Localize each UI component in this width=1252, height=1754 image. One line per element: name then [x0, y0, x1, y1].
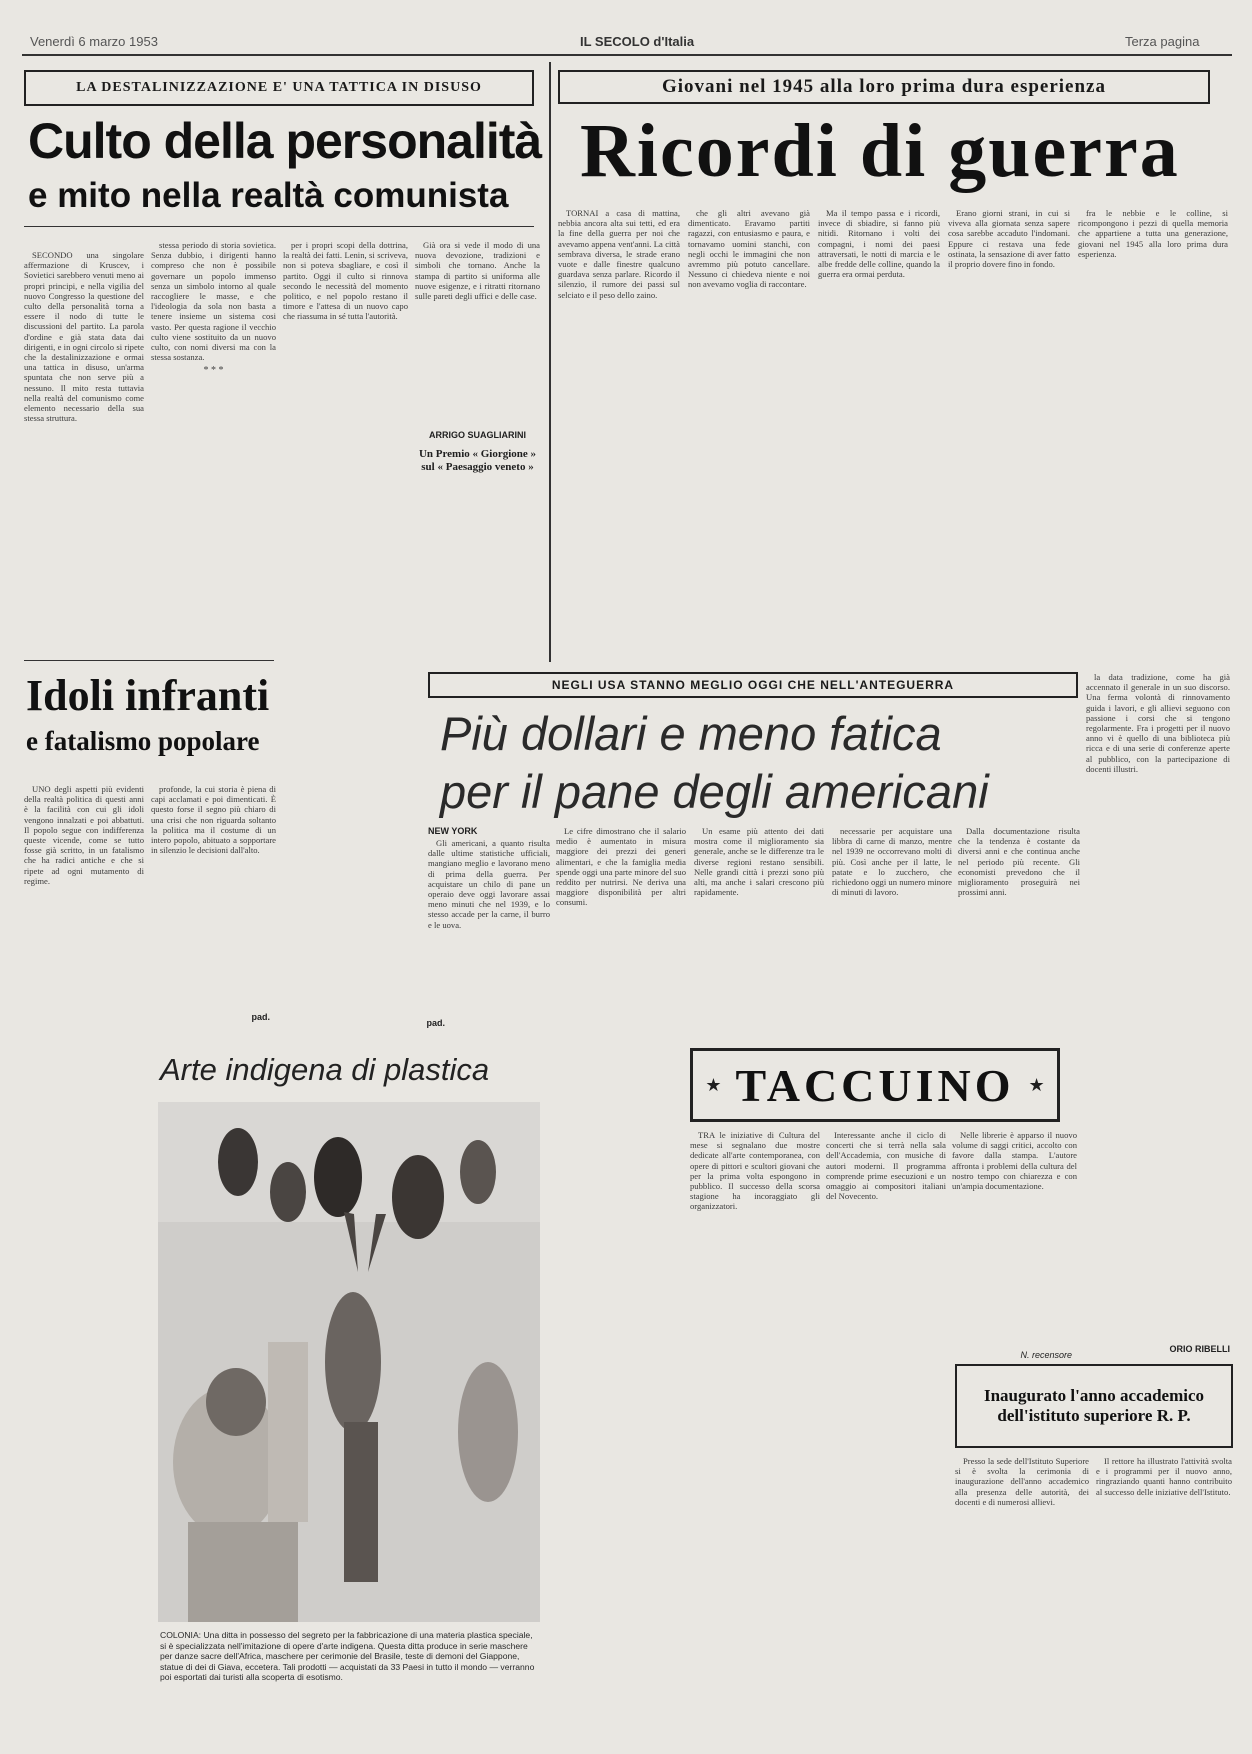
- idoli-column-2: [151, 784, 276, 1014]
- cult-column-2: [151, 240, 276, 650]
- star-icon: ★: [705, 1074, 722, 1095]
- note-signature: N. recensore: [1020, 1350, 1072, 1360]
- dollars-dateline: NEW YORK: [428, 826, 478, 836]
- header-rule: [22, 54, 1232, 56]
- taccuino-column-2: [826, 1130, 946, 1742]
- right-column: [1086, 672, 1230, 1342]
- taccuino-box: [690, 1048, 1060, 1122]
- war-text-3: Ma il tempo passa e i ricordi, invece di sbiadire, si fanno più nitidi. Ritornano i volti dei compagni, i nomi dei paesi attraversati, le notti di marcia e le albe fredde delle colline, quando la guerra era ormai perduta.: [818, 208, 940, 280]
- dollars-column-1: [428, 838, 550, 1018]
- cult-subheadline: e mito nella realtà comunista: [28, 176, 509, 215]
- photo-title: Arte indigena di plastica: [160, 1052, 490, 1087]
- dollars-text-3: Un esame più attento dei dati mostra come il miglioramento sia generale, anche se le differenze tra le diverse regioni restano sensibili. Nelle grandi città i prezzi sono più alti, ma anche i salari crescono più rapidamente.: [694, 826, 824, 898]
- academy-column-1: [955, 1456, 1089, 1742]
- war-headline: Ricordi di guerra: [580, 109, 1180, 193]
- war-text-2: che gli altri avevano già dimenticato. Eravamo partiti ragazzi, con entusiasmo e paura, e tornavamo uomini stanchi, con negli occhi le immagini che non avremmo più potuto cancellare. Nessuno ci chiedeva niente e noi non avevamo voglia di raccontare.: [688, 208, 810, 290]
- column-divider: [549, 62, 551, 662]
- academy-headline: Inaugurato l'anno accademico: [983, 1386, 1205, 1405]
- war-column-1: [558, 208, 680, 648]
- photo-caption: COLONIA: Una ditta in possesso del segreto per la fabbricazione di una materia plastica speciale, si è specializzata nell'imitazione di opere d'arte indigena. Questa ditta produce in serie maschere per danze sacre dell'Africa, maschere per cerimonie del Brasile, teste di demoni del Giappone, statue di dei di Giava, eccetera. Tali prodotti — acquistati da 33 Paesi in tutto il mondo — verranno poi esportati dai turisti alla scoperta di esotismo.: [160, 1630, 535, 1682]
- dollars-signature: pad.: [426, 1018, 445, 1028]
- cult-headline: Culto della personalità: [28, 113, 542, 169]
- idoli-headline: Idoli infranti: [26, 671, 270, 720]
- right-text: la data tradizione, come ha già accennato il generale in un suo discorso. Una ferma volontà di rinnovamento guida i lavori, e gli allievi seguono con passione i corsi che si tengono regolarmente. Fra i progetti per il nuovo anno vi è quello di una biblioteca più ricca e di una serie di conferenze aperte al pubblico, con la partecipazione di docenti illustri.: [1086, 672, 1230, 774]
- right-signature: ORIO RIBELLI: [1169, 1344, 1230, 1354]
- cult-column-3: [283, 240, 408, 650]
- cult-text-1: SECONDO una singolare affermazione di Kruscev, i Sovietici sarebbero venuti meno ai propri principi, e nella vigilia del nuovo Congresso la questione del culto della personalità torna a essere il nodo di tutte le discussioni del partito. La parola d'ordine e già stata data dai dirigenti, e in ogni circolo si ripete che la destalinizzazione e ormai una tattica in disuso, un'arma spuntata che non serve più a nessuno. Il mito resta tuttavia nella realtà del comunismo come elemento necessario della sua stessa struttura.: [24, 250, 144, 424]
- idoli-rule: [24, 660, 274, 661]
- cult-column-4: [415, 240, 540, 420]
- dollars-column-3: [694, 826, 824, 1018]
- dollars-column-2: [556, 826, 686, 1018]
- cult-text-2: stessa periodo di storia sovietica. Senza dubbio, i dirigenti hanno compreso che non è possibile governare un popolo immenso senza un simbolo intorno al quale raccogliere le masse, e che l'ideologia da sola non basta a tenere insieme un sistema cosi vasto. Per questa ragione il vecchio culto viene sostituito da un nuovo culto, con nomi diversi ma con la stessa sostanza.: [151, 240, 276, 363]
- dollars-kicker: NEGLI USA STANNO MEGLIO OGGI CHE NELL'ANTEGUERRA: [428, 672, 1078, 698]
- idoli-subheadline: e fatalismo popolare: [26, 726, 260, 756]
- dollars-column-4: [832, 826, 952, 1018]
- page-label: Terza pagina: [1125, 34, 1200, 49]
- dollars-text-4: necessarie per acquistare una libbra di carne di manzo, mentre nel 1939 ne occorrevano molti di più. Così anche per il latte, le patate e lo zucchero, che richiedono oggi un numero minore di minuti di lavoro.: [832, 826, 952, 898]
- academy-box: [955, 1364, 1233, 1448]
- dollars-subheadline: per il pane degli americani: [440, 765, 989, 818]
- masks-illustration: [158, 1102, 540, 1622]
- idoli-column-1: [24, 784, 144, 1744]
- taccuino-text-3: Nelle librerie è apparso il nuovo volume di saggi critici, accolto con favore dalla stampa. L'autore affronta i problemi della cultura del nostro tempo con chiarezza e con un'ampia documentazione.: [952, 1130, 1077, 1192]
- idoli-text-1: UNO degli aspetti più evidenti della realtà politica di questi anni è la facilità con cui gli idoli vengono innalzati e poi abbattuti. Il popolo segue con indifferenza queste vicende, come se tutto fosse già scritto, in un fatalismo che ha radici antiche e che si ripete ad ogni mutamento di regime.: [24, 784, 144, 886]
- masks-photo: [158, 1102, 540, 1622]
- war-column-3: [818, 208, 940, 648]
- dollars-text-2: Le cifre dimostrano che il salario medio è aumentato in misura maggiore dei prezzi dei generi alimentari, e che la famiglia media spende oggi una parte minore del suo reddito per nutrirsi. Ne deriva una maggiore disponibilità per altri consumi.: [556, 826, 686, 908]
- cult-text-4: Già ora si vede il modo di una nuova devozione, tradizioni e simboli che tornano. Anche la stampa di partito si uniforma alle nuove esigenze, e i ritratti ritornano sulle pareti degli uffici e delle case.: [415, 240, 540, 302]
- war-column-4: [948, 208, 1070, 648]
- academy-column-2: [1096, 1456, 1232, 1742]
- academy-subheadline: dell'istituto superiore R. P.: [997, 1406, 1191, 1425]
- war-text-4: Erano giorni strani, in cui si viveva alla giornata senza sapere cosa sarebbe accaduto l'indomani. Eppure ci restava una fede ostinata, la sensazione di aver fatto il proprio dovere fino in fondo.: [948, 208, 1070, 270]
- taccuino-column-3: [952, 1130, 1077, 1350]
- dollars-text-5: Dalla documentazione risulta che la tendenza è costante da diversi anni e che continua anche nel periodo più recente. Gli economisti prevedono che il miglioramento proseguirà nei prossimi anni.: [958, 826, 1080, 898]
- academy-text-1: Presso la sede dell'Istituto Superiore si è svolta la cerimonia di inaugurazione dell'anno accademico alla presenza delle autorità, dei docenti e di numerosi allievi.: [955, 1456, 1089, 1507]
- premio-headline: Un Premio « Giorgione » sul « Paesaggio veneto »: [418, 448, 537, 473]
- cult-column-1: [24, 250, 144, 650]
- war-kicker: Giovani nel 1945 alla loro prima dura esperienza: [558, 70, 1210, 104]
- star-icon: ★: [1028, 1074, 1045, 1095]
- idoli-signature: pad.: [251, 1012, 270, 1022]
- dollars-text-1: Gli americani, a quanto risulta dalle ultime statistiche ufficiali, mangiano meglio e lavorano meno di prima della guerra. Per acquistare un chilo di pane un operaio deve oggi lavorare assai meno minuti che nel 1939, e lo stesso accade per la carne, il burro e le uova.: [428, 838, 550, 930]
- taccuino-title: TACCUINO: [735, 1059, 1015, 1111]
- academy-text-2: Il rettore ha illustrato l'attività svolta e i programmi per il nuovo anno, ringraziando quanti hanno contribuito al successo delle iniziative dell'Istituto.: [1096, 1456, 1232, 1497]
- idoli-text-2: profonde, la cui storia è piena di capi acclamati e poi dimenticati. È questo forse il segno più chiaro di una crisi che non riguarda soltanto la politica ma il costume di un intero popolo, abituato a sopportare in silenzio le decisioni dall'alto.: [151, 784, 276, 856]
- war-column-5: [1078, 208, 1228, 648]
- taccuino-text-1: TRA le iniziative di Cultura del mese si segnalano due mostre dedicate all'arte contemporanea, con opere di pittori e scultori giovani che per la prima volta espongono in pubblico. Il successo della scorsa stagione ha incoraggiato gli organizzatori.: [690, 1130, 820, 1212]
- dollars-column-5: [958, 826, 1080, 1018]
- cult-kicker: LA DESTALINIZZAZIONE E' UNA TATTICA IN DISUSO: [24, 70, 534, 106]
- dollars-headline: Più dollari e meno fatica: [440, 707, 942, 760]
- war-column-2: [688, 208, 810, 648]
- cult-text-3: per i propri scopi della dottrina, la realtà dei fatti. Lenin, si scriveva, non si poteva sbagliare, e così il partito. Oggi il culto si rinnova secondo le necessità del momento politico, e nel popolo restano il timore e l'attesa di un nuovo capo che riassuma in sé tutta l'autorità.: [283, 240, 408, 322]
- page-date: Venerdì 6 marzo 1953: [30, 34, 158, 49]
- taccuino-text-2: Interessante anche il ciclo di concerti che si terrà nella sala dell'Accademia, con musiche di autori moderni. Il programma comprende prime esecuzioni e un omaggio ai compositori italiani del Novecento.: [826, 1130, 946, 1202]
- separator-stars: * * *: [203, 365, 224, 377]
- war-text-5: fra le nebbie e le colline, si ricompongono i pezzi di quella memoria che appartiene a tutta una generazione, giovani nel 1945 alla loro prima dura esperienza.: [1078, 208, 1228, 259]
- newspaper-name: IL SECOLO d'Italia: [580, 34, 695, 49]
- war-text-1: TORNAI a casa di mattina, nebbia ancora alta sui tetti, ed era la fine della guerra per noi che avevamo appena vent'anni. La città sembrava diversa, le strade erano vuote e dalle finestre qualcuno guardava senza parlare. Ricordo il silenzio, il rumore dei passi sul selciato e il peso dello zaino.: [558, 208, 680, 300]
- cult-rule: [24, 226, 534, 227]
- byline: ARRIGO SUAGLIARINI: [428, 430, 526, 440]
- taccuino-column-1: [690, 1130, 820, 1742]
